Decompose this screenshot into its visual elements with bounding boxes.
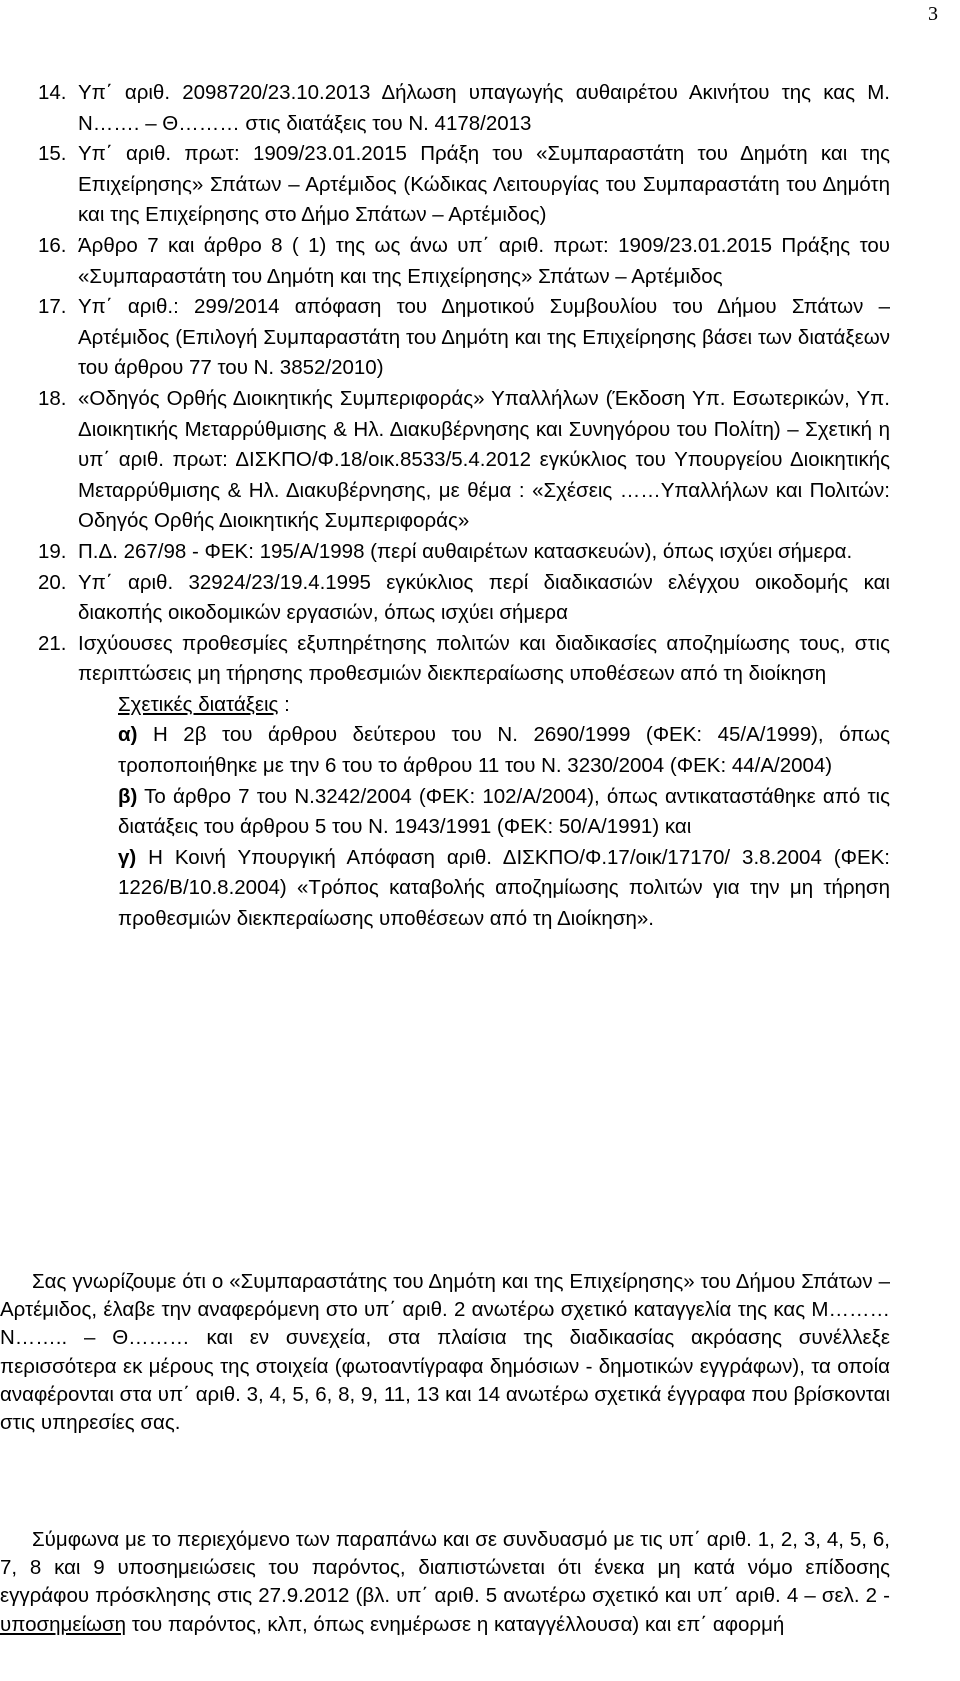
list-item [38,537,890,568]
related-provisions-heading: Σχετικές διατάξεις [118,692,279,716]
item-number: 14. [38,81,67,104]
reference-list [38,78,890,935]
list-item [38,78,890,139]
list-item [38,139,890,231]
item-text-body: Ισχύουσες προθεσμίες εξυπηρέτησης πολιτών και διαδικασίες αποζημίωσης τους, στις περιπτώσεις μη τήρησης προθεσμιών διεκπεραίωσης υποθέσεων από τη διοίκηση [78,631,890,686]
item-text: Υπ΄ αριθ. 32924/23/19.4.1995 εγκύκλιος περί διαδικασιών ελέγχου οικοδομής και διακοπής οικοδομικών εργασιών, όπως ισχύει σήμερα [78,570,890,625]
item-text: «Οδηγός Ορθής Διοικητικής Συμπεριφοράς» Υπαλλήλων (Έκδοση Υπ. Εσωτερικών, Υπ. Διοικητικής Μεταρρύθμισης & Ηλ. Διακυβέρνησης και Συνηγόρου του Πολίτη) – Σχετική η υπ΄ αριθ. πρωτ: ΔΙΣΚΠΟ/Φ.18/οικ.8533/5.4.2012 εγκύκλιος του Υπουργείου Διοικητικής Μεταρρύθμισης & Ηλ. Διακυβέρνησης, με θέμα : «Σχέσεις ……Υπαλλήλων και Πολιτών: Οδηγός Ορθής Διοικητικής Συμπεριφοράς» [78,386,890,533]
item-text: Υπ΄ αριθ.: 299/2014 απόφαση του Δημοτικού Συμβουλίου του Δήμου Σπάτων – Αρτέμιδος (Επιλογή Συμπαραστάτη του Δημότη και της Επιχείρησης βάσει των διατάξεων του άρθρου 77 του Ν. 3852/2010) [78,295,890,380]
provision-text: Η Κοινή Υπουργική Απόφαση αριθ. ΔΙΣΚΠΟ/Φ.17/οικ/17170/ 3.8.2004 (ΦΕΚ: 1226/Β/10.8.2004) «Τρόπος καταβολής αποζημίωσης πολιτών για την μη τήρηση προθεσμιών διεκπεραίωσης υποθέσεων από τη Διοίκηση». [118,845,890,931]
provision-text: Το άρθρο 7 του Ν.3242/2004 (ΦΕΚ: 102/Α/2004), όπως αντικαταστάθηκε από τις διατάξεις του άρθρου 5 του Ν. 1943/1991 (ΦΕΚ: 50/Α/1991) και [118,784,890,839]
list-item [38,568,890,629]
provision-label: α) [118,723,138,747]
paragraph-2-text: Σύμφωνα με το περιεχόμενο των παραπάνω και σε συνδυασμό με τις υπ΄ αριθ. 1, 2, 3, 4, 5, 6, 7, 8 και 9 υποσημειώσεις του παρόντος, διαπιστώνεται ότι ένεκα μη κατά νόμο επίδοσης εγγράφου πρόσκλησης στις 27.9.2012 (βλ. υπ΄ αριθ. 5 ανωτέρω σχετικό και υπ΄ αριθ. 4 – σελ. 2 - [0,1528,890,1608]
list-item [38,292,890,384]
item-text [78,629,890,690]
paragraph-2-underlined: υποσημείωση [0,1612,127,1636]
list-item [38,384,890,537]
item-text: Π.Δ. 267/98 - ΦΕΚ: 195/Α/1998 (περί αυθαιρέτων κατασκευών), όπως ισχύει σήμερα. [78,539,853,563]
body-paragraph-1 [0,1268,890,1437]
item-number: 20. [38,570,67,594]
related-provisions-block [38,690,890,935]
provision-item [118,843,890,935]
item-number: 15. [38,142,67,166]
body-paragraph-2 [0,1526,890,1639]
provision-text: Η 2β του άρθρου δεύτερου του Ν. 2690/1999 (ΦΕΚ: 45/Α/1999), όπως τροποποιήθηκε με την 6 του το άρθρου 11 του Ν. 3230/2004 (ΦΕΚ: 44/Α/2004) [118,723,890,778]
item-number: 19. [38,539,67,563]
page-number: 3 [928,3,938,25]
item-text: Υπ΄ αριθ. πρωτ: 1909/23.01.2015 Πράξη του «Συμπαραστάτη του Δημότη και της Επιχείρησης» Σπάτων – Αρτέμιδος (Κώδικας Λειτουργίας του Συμπαραστάτη του Δημότη και της Επιχείρησης στο Δήμο Σπάτων – Αρτέμιδος) [78,142,890,227]
heading-colon: : [278,692,290,716]
item-number: 17. [38,295,67,319]
provision-label: β) [118,784,138,808]
paragraph-2-text-end: του παρόντος, κλπ, όπως ενημέρωσε η καταγγέλλουσα) και επ΄ αφορμή [126,1612,785,1636]
provision-label: γ) [118,845,137,869]
paragraph-1-text: Σας γνωρίζουμε ότι ο «Συμπαραστάτης του Δημότη και της Επιχείρησης» του Δήμου Σπάτων – Αρτέμιδος, έλαβε την αναφερόμενη στο υπ΄ αριθ. 2 ανωτέρω σχετικό καταγγελία της κας Μ……… Ν…….. – Θ……… και εν συνεχεία, στα πλαίσια της διαδικασίας ακρόασης συνέλλεξε περισσότερα εκ μέρους της στοιχεία (φωτοαντίγραφα δημόσιων - δημοτικών εγγράφων), τα οποία αναφέρονται στα υπ΄ αριθ. 3, 4, 5, 6, 8, 9, 11, 13 και 14 ανωτέρω σχετικά έγγραφα που βρίσκονται στις υπηρεσίες σας. [0,1270,890,1435]
item-number: 21. [38,631,67,655]
item-text: Άρθρο 7 και άρθρο 8 ( 1) της ως άνω υπ΄ αριθ. πρωτ: 1909/23.01.2015 Πράξης του «Συμπαραστάτη του Δημότη και της Επιχείρησης» Σπάτων – Αρτέμιδος [78,233,890,288]
provision-item [118,782,890,843]
provision-item [118,720,890,781]
item-number: 16. [38,233,67,257]
list-item [38,629,890,690]
list-item [38,231,890,292]
item-text: Υπ΄ αριθ. 2098720/23.10.2013 Δήλωση υπαγωγής αυθαιρέτου Ακινήτου της κας Μ. Ν……. – Θ……… στις διατάξεις του Ν. 4178/2013 [78,81,890,135]
item-number: 18. [38,386,67,410]
